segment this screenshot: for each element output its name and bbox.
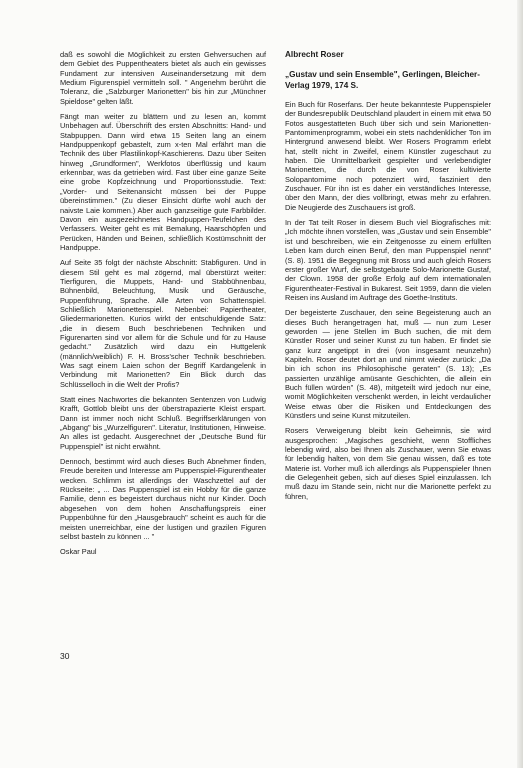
left-column (60, 50, 266, 563)
paragraph: daß es sowohl die Möglichkeit zu ersten Gehversuchen auf dem Gebiet des Puppentheaters bietet als auch ein gewisses Fundament zur intensiven Auseinandersetzung mit dem Medium Figurenspiel vermitteln soll. " Angenehm berührt die Toleranz, die „Salzburger Marionetten" bis hin zur „Münchner Spieldose" gelten läßt. (60, 50, 266, 106)
review-author-heading: Albrecht Roser (285, 50, 344, 59)
paragraph: In der Tat teilt Roser in diesem Buch viel Biografisches mit: „Ich möchte ihnen vorstellen, was „Gustav und sein Ensemble" ist und beschreiben, wie ein Zeitgenosse zu einem erfüllten Leben kam durch einen Beruf, den man Puppenspiel nennt" (S. 8). 1951 die Begegnung mit Bross und auch gleich Rosers erster großer Wurf, die selbstgebaute Solo-Marionette Gustaf, der Clown. 1958 der große Erfolg auf dem internationalen Figurentheater-Festival in Bukarest. Seit 1959, dann die vielen Reisen ins Ausland im Auftrage des Goethe-Instituts. (285, 218, 491, 302)
paragraph: Statt eines Nachwortes die bekannten Sentenzen von Ludwig Krafft, Gottlob bleibt uns der überstrapazierte Kleist erspart. Dann ist immer noch nicht Schluß. Begriffserklärungen von „Abgang" bis „Wurzelfiguren". Literatur, Institutionen, Hinweise. An alles ist gedacht. Ausgerechnet der „Deutsche Bund für Puppenspiel" ist nicht erwähnt. (60, 395, 266, 451)
author-signature: Oskar Paul (60, 547, 97, 557)
paragraph: Ein Buch für Roserfans. Der heute bekannteste Puppenspieler der Bundesrepublik Deutschland plaudert in einem mit etwa 50 Fotos ausgestatteten Buch über sich und sein Marionetten-Pantomimenprogramm, wobei ein stets nachdenklicher Ton im Hintergrund anwesend bleibt. Wer Rosers Programm erlebt hat, stellt nicht in Zweifel, einem Künstler zugeschaut zu haben. Die Unmittelbarkeit gespielter und verlebendigter Marionetten, die durch die von Roser kultivierte Solopantomime noch potenziert wird, fasziniert den Zuschauer. Für ihn ist es daher ein verständliches Interesse, über den Mann, der dies vollbringt, etwas mehr zu erfahren. Die Neugierde des Zuschauers ist groß. (285, 100, 491, 212)
right-column (285, 50, 491, 507)
paragraph: Auf Seite 35 folgt der nächste Abschnitt: Stabfiguren. Und in diesem Stil geht es mal zögernd, mal überstürzt weiter: Tierfiguren, die Muppets, Hand- und Stabbühnenbau, Bühnenbild, Beleuchtung, Musik und Geräusche, Puppenführung, Sprache. Alle Arten von Schattenspiel. Schließlich Marionettenspiel. Nebenbei: Papiertheater, Gliedermarionetten. Kurios wirkt der entschuldigende Satz: „die in diesem Buch beschriebenen Techniken und Figurenarten sind vor allem für die Schule und für zu Hause gedacht." Zusätzlich wird dazu ein Huttgelenk (männlich/weiblich) F. H. Bross'scher Technik beschrieben. Was sagt einem Laien schon der Begriff Kardangelenk in Verbindung mit Marionetten? Ein Blick durch das Schlüsselloch in die Welt der Profis? (60, 258, 266, 389)
page-edge-shadow (517, 0, 523, 768)
book-title: „Gustav und sein Ensemble", Gerlingen, Bleicher-Verlag 1979, 174 S. (285, 70, 480, 90)
paragraph: Der begeisterte Zuschauer, den seine Begeisterung auch an dieses Buch herangetragen hat, muß — nun zum Leser geworden — jene Stellen im Buch suchen, die mit dem Künstler Roser und seiner Kunst zu tun haben. Er findet sie ganz kurz angetippt in drei (von insgesamt neunzehn) Kapiteln. Roser deutet dort an und nimmt wieder zurück: „Da bin ich schon ins Philosophische geraten" (S. 13); „Es passierten unzählige amüsante Geschichten, die allein ein Buch füllen würden" (S. 48), mitgeteilt wird jedoch nur eine, womit Möglichkeiten verschenkt werden, in leicht verdaulicher Weise etwas über die Risiken und Entdeckungen des Künstlers und seine Kunst mitzuteilen. (285, 308, 491, 420)
paragraph: Rosers Verweigerung bleibt kein Geheimnis, sie wird ausgesprochen: „Magisches geschieht, wenn Stoffliches lebendig wird, also bei Ihnen als Zuschauer, wenn Sie etwas für lebendig halten, von dem Sie genau wissen, daß es tote Materie ist. Vorher muß ich allerdings als Puppenspieler Ihnen die Gelegenheit geben, sich auf dieses Spiel einzulassen. Ich muß dazu im Stande sein, nicht nur die Marionette perfekt zu führen, (285, 426, 491, 501)
paragraph: Dennoch, bestimmt wird auch dieses Buch Abnehmer finden, Freude bereiten und Interesse am Puppenspiel-Figurentheater wecken. Schlimm ist allerdings der Waschzettel auf der Rückseite: „ ... Das Puppenspiel ist ein Hobby für die ganze Familie, denn es begeistert durchaus nicht nur Kinder. Doch abgesehen von dem hohen Anschaffungspreis einer Puppenbühne für den „Hausgebrauch" scheint es auch für die meisten unerreichbar, eine der lustigen und grazilen Figuren selbst basteln zu können ... " (60, 457, 266, 541)
paragraph: Fängt man weiter zu blättern und zu lesen an, kommt Unbehagen auf. Überschrift des ersten Abschnitts: Hand- und Stabpuppen. Dann wird etwa 15 Seiten lang an einem Handpuppenkopf gebastelt, zum x-ten Mal erfährt man die Technik des über Plastilinkopf-Kaschierens. Dazu über Seiten hinweg „Grundformen", Werkfotos überflüssig und kaum erkennbar, was da getrieben wird. Fast über eine ganze Seite eine grobe Kopfzeichnung und Proportionsstudie. Text: „Vorder- und Seitenansicht müssen bei der Puppe übereinstimmen." (Zu dieser Einsicht dürfte wohl auch der naivste Laie kommen.) Aber auch ganzseitige gute Farbbilder. Davon ein ausgezeichnetes Handpuppen-Teufelchen des Verfassers. Weiter geht es mit Bemalung, Haarschöpfen und Perücken, Händen und Beinen, schließlich Kostümschnitt der Handpuppe. (60, 112, 266, 252)
page-number: 30 (60, 651, 70, 661)
